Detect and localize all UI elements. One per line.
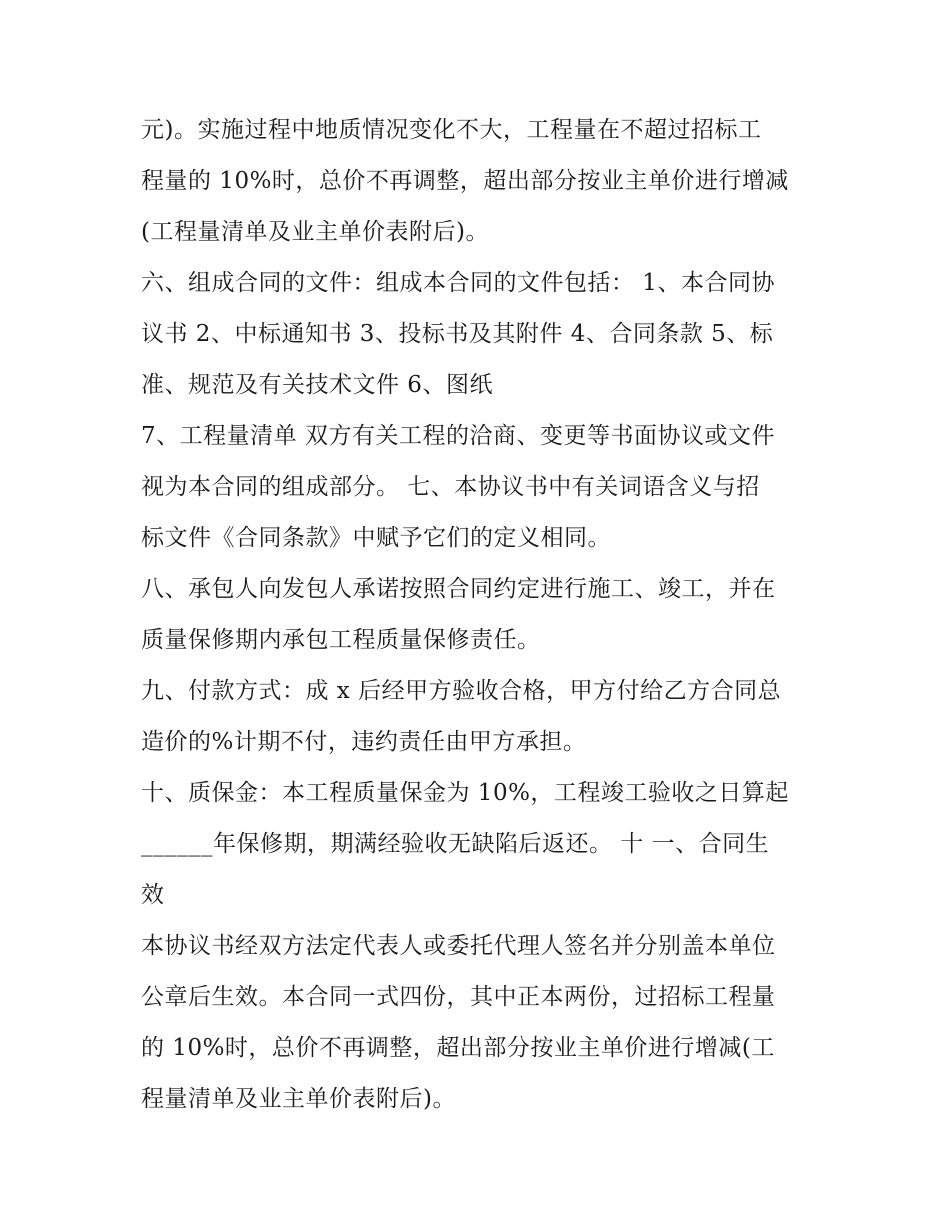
text-line: 八、承包人向发包人承诺按照合同约定进行施工、竣工，并在	[141, 576, 776, 602]
text-line: 标文件《合同条款》中赋予它们的定义相同。	[141, 525, 611, 551]
text-line: 议书 2、中标通知书 3、投标书及其附件 4、合同条款 5、标	[141, 321, 774, 347]
text-line: 十、质保金：本工程质量保金为 10%，工程竣工验收之日算起	[141, 780, 789, 806]
text-line: 程量清单及业主单价表附后)。	[141, 1086, 456, 1112]
text-line: 的 10%时，总价不再调整，超出部分按业主单价进行增减(工	[141, 1035, 775, 1061]
text-line: 效	[141, 882, 165, 908]
text-line: ______年保修期，期满经验收无缺陷后返还。 十 一、合同生	[141, 831, 770, 857]
text-line: 九、付款方式：成 x 后经甲方验收合格，甲方付给乙方合同总	[141, 678, 782, 704]
document-body	[141, 105, 821, 1125]
text-line: 公章后生效。本合同一式四份，其中正本两份，过招标工程量	[141, 984, 776, 1010]
text-line: 质量保修期内承包工程质量保修责任。	[141, 627, 541, 653]
text-line: (工程量清单及业主单价表附后)。	[141, 219, 489, 245]
text-line: 元)。实施过程中地质情况变化不大，工程量在不超过招标工	[141, 117, 762, 143]
text-line: 造价的%计期不付，违约责任由甲方承担。	[141, 729, 587, 755]
text-line: 视为本合同的组成部分。 七、本协议书中有关词语含义与招	[141, 474, 760, 500]
text-line: 六、组成合同的文件：组成本合同的文件包括： 1、本合同协	[141, 270, 775, 296]
text-line: 7、工程量清单 双方有关工程的洽商、变更等书面协议或文件	[141, 423, 775, 449]
text-line: 准、规范及有关技术文件 6、图纸	[141, 372, 493, 398]
text-line: 本协议书经双方法定代表人或委托代理人签名并分别盖本单位	[141, 933, 776, 959]
text-line: 程量的 10%时，总价不再调整，超出部分按业主单价进行增减	[141, 168, 789, 194]
